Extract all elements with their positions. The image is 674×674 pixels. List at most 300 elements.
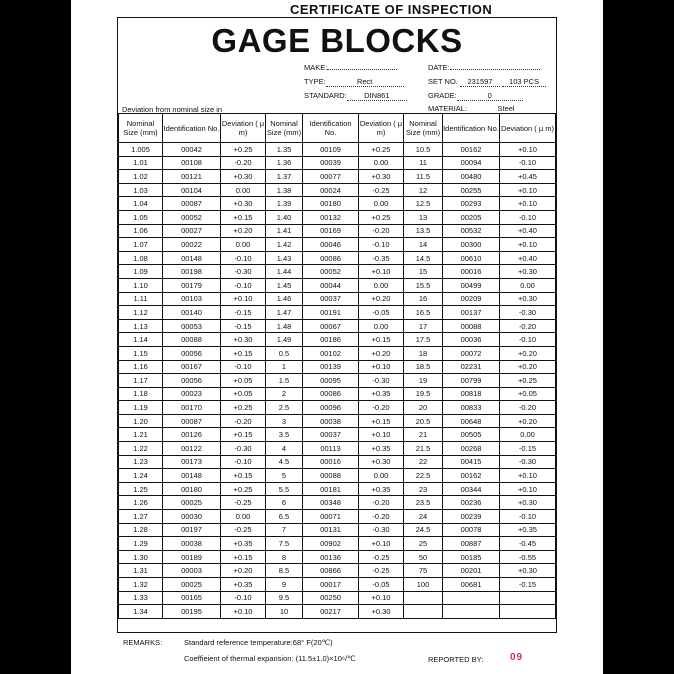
table-row <box>119 523 556 537</box>
table-row <box>119 578 556 592</box>
cell-identification-no: 00104 <box>163 183 221 197</box>
table-row <box>119 210 556 224</box>
cell-nominal-size: 1.23 <box>119 455 163 469</box>
cell-deviation: +0.05 <box>221 374 266 388</box>
table-row <box>119 564 556 578</box>
cell-nominal-size: 1.28 <box>119 523 163 537</box>
cell-identification-no: 00415 <box>443 455 500 469</box>
cell-deviation: +0.10 <box>500 482 556 496</box>
cell-identification-no: 00072 <box>443 346 500 360</box>
cell-nominal-size: 0.5 <box>266 346 303 360</box>
cell-nominal-size: 1.10 <box>119 278 163 292</box>
cell-identification-no: 00113 <box>303 442 359 456</box>
material-field: MATERIAL: Steel <box>428 104 545 114</box>
cell-identification-no: 00088 <box>303 469 359 483</box>
cell-deviation: +0.10 <box>500 469 556 483</box>
cell-identification-no: 00162 <box>443 469 500 483</box>
cell-deviation: -0.15 <box>500 442 556 456</box>
cell-identification-no: 00027 <box>163 224 221 238</box>
cell-nominal-size: 3.5 <box>266 428 303 442</box>
cell-deviation: 0.00 <box>221 238 266 252</box>
cell-deviation: +0.25 <box>359 143 404 157</box>
cell-nominal-size: 6.5 <box>266 510 303 524</box>
cell-identification-no: 00030 <box>163 510 221 524</box>
cell-identification-no: 00681 <box>443 578 500 592</box>
cell-identification-no: 00866 <box>303 564 359 578</box>
cell-identification-no: 00025 <box>163 578 221 592</box>
cell-identification-no: 00037 <box>303 292 359 306</box>
col-header-identification-no: Identification No. <box>443 114 500 143</box>
cell-identification-no: 00195 <box>163 605 221 619</box>
cell-nominal-size: 1.04 <box>119 197 163 211</box>
cell-identification-no: 00067 <box>303 319 359 333</box>
col-header-nominal-size: Nominal Size (mm) <box>119 114 163 143</box>
cell-nominal-size: 22 <box>404 455 443 469</box>
cell-deviation: -0.10 <box>221 251 266 265</box>
cell-deviation: -0.20 <box>359 224 404 238</box>
cell-deviation: -0.30 <box>359 523 404 537</box>
cell-nominal-size: 8 <box>266 550 303 564</box>
cell-deviation: +0.40 <box>500 251 556 265</box>
cell-deviation: +0.05 <box>221 387 266 401</box>
cell-nominal-size: 11.5 <box>404 170 443 184</box>
cell-nominal-size: 1.47 <box>266 306 303 320</box>
cell-nominal-size: 20 <box>404 401 443 415</box>
cell-deviation: +0.30 <box>359 170 404 184</box>
table-row <box>119 591 556 605</box>
cell-nominal-size: 12 <box>404 183 443 197</box>
cell-deviation: -0.45 <box>500 537 556 551</box>
cell-identification-no: 00610 <box>443 251 500 265</box>
cell-nominal-size: 20.5 <box>404 414 443 428</box>
cell-deviation: +0.25 <box>221 143 266 157</box>
cell-nominal-size: 1.41 <box>266 224 303 238</box>
cell-identification-no: 00086 <box>303 251 359 265</box>
cell-deviation: -0.25 <box>359 550 404 564</box>
cell-nominal-size: 1.34 <box>119 605 163 619</box>
cell-identification-no: 00148 <box>163 251 221 265</box>
cell-nominal-size: 1.03 <box>119 183 163 197</box>
table-row <box>119 156 556 170</box>
cell-nominal-size: 19 <box>404 374 443 388</box>
set-no-field: SET NO. 231597 103 PCS <box>428 77 546 87</box>
cell-nominal-size: 1.27 <box>119 510 163 524</box>
cell-deviation: +0.30 <box>500 496 556 510</box>
cell-identification-no: 00181 <box>303 482 359 496</box>
cell-nominal-size: 5 <box>266 469 303 483</box>
cell-deviation: 0.00 <box>359 278 404 292</box>
make-field: MAKE: <box>304 63 397 72</box>
cell-deviation: +0.15 <box>221 428 266 442</box>
cell-nominal-size: 1.39 <box>266 197 303 211</box>
remarks-temperature: Standard reference temperature:68° F(20℃) <box>184 638 333 647</box>
cell-nominal-size: 1.12 <box>119 306 163 320</box>
cell-nominal-size: 1.33 <box>119 591 163 605</box>
table-row <box>119 374 556 388</box>
cell-nominal-size: 100 <box>404 578 443 592</box>
cell-identification-no: 00236 <box>443 496 500 510</box>
table-row <box>119 333 556 347</box>
cell-nominal-size: 1.42 <box>266 238 303 252</box>
cell-deviation: -0.25 <box>221 496 266 510</box>
cell-nominal-size: 9 <box>266 578 303 592</box>
table-row <box>119 537 556 551</box>
cell-nominal-size: 1.29 <box>119 537 163 551</box>
reporter-signature: 09 <box>510 652 524 663</box>
table-row <box>119 238 556 252</box>
cell-identification-no: 00108 <box>163 156 221 170</box>
cell-identification-no: 00348 <box>303 496 359 510</box>
cell-nominal-size: 8.5 <box>266 564 303 578</box>
cell-deviation: 0.00 <box>359 319 404 333</box>
table-row <box>119 496 556 510</box>
table-row <box>119 143 556 157</box>
cell-deviation: -0.10 <box>221 591 266 605</box>
cell-nominal-size: 1 <box>266 360 303 374</box>
cell-identification-no: 00300 <box>443 238 500 252</box>
cell-deviation: +0.40 <box>500 224 556 238</box>
cell-deviation: +0.15 <box>221 469 266 483</box>
cell-nominal-size: 24 <box>404 510 443 524</box>
cell-deviation: -0.10 <box>221 455 266 469</box>
cell-identification-no: 00003 <box>163 564 221 578</box>
cell-identification-no: 00096 <box>303 401 359 415</box>
cell-nominal-size: 12.5 <box>404 197 443 211</box>
cell-identification-no: 00122 <box>163 442 221 456</box>
col-header-nominal-size: Nominal Size (mm) <box>404 114 443 143</box>
cell-nominal-size: 1.35 <box>266 143 303 157</box>
table-row <box>119 292 556 306</box>
cell-identification-no: 00025 <box>163 496 221 510</box>
cell-nominal-size: 1.09 <box>119 265 163 279</box>
cell-nominal-size: 10.5 <box>404 143 443 157</box>
cell-identification-no: 00799 <box>443 374 500 388</box>
cell-identification-no: 00121 <box>163 170 221 184</box>
table-row <box>119 428 556 442</box>
cell-deviation: +0.15 <box>359 414 404 428</box>
cell-nominal-size: 14.5 <box>404 251 443 265</box>
cell-identification-no: 00209 <box>443 292 500 306</box>
cell-nominal-size: 21.5 <box>404 442 443 456</box>
cell-identification-no: 00239 <box>443 510 500 524</box>
cell-nominal-size: 1.16 <box>119 360 163 374</box>
cell-deviation: +0.35 <box>359 482 404 496</box>
cell-deviation: 0.00 <box>359 469 404 483</box>
cell-nominal-size: 1.40 <box>266 210 303 224</box>
cell-deviation: +0.20 <box>500 414 556 428</box>
cell-nominal-size: 24.5 <box>404 523 443 537</box>
table-row <box>119 442 556 456</box>
cell-identification-no: 00056 <box>163 346 221 360</box>
cell-nominal-size <box>404 605 443 619</box>
cell-deviation: -0.05 <box>359 306 404 320</box>
cell-deviation: +0.35 <box>500 523 556 537</box>
cell-deviation: +0.30 <box>500 292 556 306</box>
cell-deviation: +0.20 <box>359 346 404 360</box>
table-row <box>119 306 556 320</box>
cell-identification-no: 00037 <box>303 428 359 442</box>
cell-identification-no: 00023 <box>163 387 221 401</box>
cell-identification-no: 00086 <box>303 387 359 401</box>
cell-identification-no: 00217 <box>303 605 359 619</box>
cell-identification-no <box>443 591 500 605</box>
cell-deviation: +0.15 <box>221 346 266 360</box>
cell-deviation: +0.15 <box>221 550 266 564</box>
table-row <box>119 346 556 360</box>
cell-nominal-size: 1.05 <box>119 210 163 224</box>
cell-deviation: -0.20 <box>359 401 404 415</box>
cell-identification-no: 02231 <box>443 360 500 374</box>
set-no-value: 231597 <box>460 77 500 87</box>
cell-deviation: 0.00 <box>500 278 556 292</box>
cell-nominal-size: 7 <box>266 523 303 537</box>
cell-deviation: +0.10 <box>359 265 404 279</box>
cell-nominal-size: 1.48 <box>266 319 303 333</box>
main-title: GAGE BLOCKS <box>211 22 463 59</box>
cell-nominal-size: 16 <box>404 292 443 306</box>
cell-identification-no: 00046 <box>303 238 359 252</box>
cell-identification-no: 00071 <box>303 510 359 524</box>
cell-deviation: -0.20 <box>221 156 266 170</box>
cell-deviation: -0.30 <box>221 265 266 279</box>
cell-nominal-size: 1.20 <box>119 414 163 428</box>
cell-nominal-size: 1.19 <box>119 401 163 415</box>
cell-nominal-size: 1.07 <box>119 238 163 252</box>
cell-nominal-size: 22.5 <box>404 469 443 483</box>
cell-nominal-size: 1.45 <box>266 278 303 292</box>
cell-identification-no: 00017 <box>303 578 359 592</box>
cell-identification-no: 00038 <box>303 414 359 428</box>
cell-deviation: +0.10 <box>500 238 556 252</box>
cell-identification-no: 00087 <box>163 414 221 428</box>
cell-nominal-size: 23.5 <box>404 496 443 510</box>
cell-deviation: +0.15 <box>359 333 404 347</box>
cell-identification-no: 00170 <box>163 401 221 415</box>
cell-nominal-size: 1.17 <box>119 374 163 388</box>
table-row <box>119 170 556 184</box>
cell-nominal-size: 4.5 <box>266 455 303 469</box>
cell-identification-no: 00179 <box>163 278 221 292</box>
standard-value: DIN861 <box>347 91 407 101</box>
cell-nominal-size: 1.22 <box>119 442 163 456</box>
cell-deviation: 0.00 <box>500 428 556 442</box>
cell-deviation: +0.20 <box>221 224 266 238</box>
cell-nominal-size: 1.02 <box>119 170 163 184</box>
cell-nominal-size: 1.30 <box>119 550 163 564</box>
deviation-note: Deviation from nominal size in <box>122 105 223 114</box>
cell-identification-no: 00293 <box>443 197 500 211</box>
cell-identification-no: 00088 <box>443 319 500 333</box>
cell-nominal-size: 1.15 <box>119 346 163 360</box>
cell-identification-no: 00532 <box>443 224 500 238</box>
cell-nominal-size: 19.5 <box>404 387 443 401</box>
cell-deviation: +0.30 <box>500 564 556 578</box>
cell-identification-no: 00480 <box>443 170 500 184</box>
grade-value: 0 <box>457 91 523 101</box>
cell-deviation: -0.10 <box>500 210 556 224</box>
cell-identification-no: 00148 <box>163 469 221 483</box>
cell-identification-no: 00136 <box>303 550 359 564</box>
cell-deviation: 0.00 <box>221 183 266 197</box>
cell-nominal-size: 1.43 <box>266 251 303 265</box>
cell-deviation: -0.10 <box>359 238 404 252</box>
cell-deviation: 0.00 <box>359 197 404 211</box>
cell-nominal-size: 1.36 <box>266 156 303 170</box>
cell-identification-no: 00180 <box>303 197 359 211</box>
cell-deviation: +0.10 <box>221 605 266 619</box>
cell-identification-no: 00165 <box>163 591 221 605</box>
table-header-row <box>119 114 556 143</box>
cell-deviation: +0.30 <box>221 170 266 184</box>
col-header-deviation: Deviation ( μ m) <box>500 114 556 143</box>
cell-identification-no: 00088 <box>163 333 221 347</box>
cell-identification-no: 00250 <box>303 591 359 605</box>
type-value: Rect <box>326 77 404 87</box>
table-row <box>119 455 556 469</box>
cell-deviation: +0.20 <box>500 346 556 360</box>
cell-deviation: +0.05 <box>500 387 556 401</box>
type-field: TYPE: Rect <box>304 77 404 87</box>
cell-nominal-size: 1.32 <box>119 578 163 592</box>
cell-identification-no: 00022 <box>163 238 221 252</box>
date-value <box>450 69 540 70</box>
table-row <box>119 183 556 197</box>
cell-identification-no: 00131 <box>303 523 359 537</box>
col-header-identification-no: Identification No. <box>303 114 359 143</box>
cell-identification-no <box>443 605 500 619</box>
cell-deviation: +0.10 <box>221 292 266 306</box>
cell-deviation: +0.20 <box>500 360 556 374</box>
table-row <box>119 251 556 265</box>
cell-nominal-size: 15 <box>404 265 443 279</box>
cell-nominal-size: 21 <box>404 428 443 442</box>
cell-deviation: -0.20 <box>500 401 556 415</box>
cell-nominal-size: 1.38 <box>266 183 303 197</box>
cell-identification-no: 00185 <box>443 550 500 564</box>
cell-nominal-size: 1.14 <box>119 333 163 347</box>
date-field: DATE: <box>428 63 540 72</box>
cell-deviation: -0.25 <box>359 564 404 578</box>
cell-nominal-size: 3 <box>266 414 303 428</box>
cell-deviation: -0.55 <box>500 550 556 564</box>
cell-deviation <box>500 605 556 619</box>
cell-identification-no: 00255 <box>443 183 500 197</box>
cell-deviation: -0.10 <box>500 156 556 170</box>
cell-deviation: +0.15 <box>221 210 266 224</box>
cell-nominal-size: 2.5 <box>266 401 303 415</box>
cell-identification-no: 00186 <box>303 333 359 347</box>
cell-nominal-size: 50 <box>404 550 443 564</box>
cell-deviation: +0.20 <box>359 292 404 306</box>
cell-identification-no: 00180 <box>163 482 221 496</box>
cell-nominal-size: 1.49 <box>266 333 303 347</box>
cell-nominal-size: 14 <box>404 238 443 252</box>
cell-deviation: 0.00 <box>221 510 266 524</box>
cell-nominal-size: 10 <box>266 605 303 619</box>
grade-field: GRADE: 0 <box>428 91 523 101</box>
cell-nominal-size: 1.46 <box>266 292 303 306</box>
cell-deviation: -0.10 <box>221 360 266 374</box>
cell-deviation: +0.35 <box>221 578 266 592</box>
cell-identification-no: 00189 <box>163 550 221 564</box>
cell-deviation: -0.35 <box>359 251 404 265</box>
cell-identification-no: 00139 <box>303 360 359 374</box>
cell-nominal-size: 18 <box>404 346 443 360</box>
table-row <box>119 550 556 564</box>
cell-nominal-size: 23 <box>404 482 443 496</box>
cell-deviation: +0.35 <box>359 442 404 456</box>
cell-nominal-size: 1.5 <box>266 374 303 388</box>
cell-identification-no: 00132 <box>303 210 359 224</box>
cell-identification-no: 00077 <box>303 170 359 184</box>
cell-nominal-size: 16.5 <box>404 306 443 320</box>
cell-deviation: +0.30 <box>359 455 404 469</box>
table-row <box>119 319 556 333</box>
cell-identification-no: 00078 <box>443 523 500 537</box>
cell-identification-no: 00039 <box>303 156 359 170</box>
cell-deviation: +0.25 <box>500 374 556 388</box>
cell-nominal-size: 1.24 <box>119 469 163 483</box>
cell-identification-no: 00102 <box>303 346 359 360</box>
cell-nominal-size: 9.5 <box>266 591 303 605</box>
cell-nominal-size <box>404 591 443 605</box>
cell-deviation: -0.25 <box>359 183 404 197</box>
cell-deviation: -0.10 <box>500 333 556 347</box>
cell-nominal-size: 1.01 <box>119 156 163 170</box>
cell-deviation: +0.35 <box>221 537 266 551</box>
cell-deviation: +0.30 <box>221 197 266 211</box>
cell-identification-no: 00268 <box>443 442 500 456</box>
cell-deviation: -0.15 <box>221 319 266 333</box>
cell-deviation: -0.10 <box>500 510 556 524</box>
cell-deviation: -0.30 <box>221 442 266 456</box>
cell-identification-no: 00818 <box>443 387 500 401</box>
cell-deviation: -0.30 <box>359 374 404 388</box>
cell-identification-no: 00648 <box>443 414 500 428</box>
gage-block-table <box>118 113 556 619</box>
cell-deviation: -0.15 <box>500 578 556 592</box>
cell-deviation: +0.30 <box>221 333 266 347</box>
cell-nominal-size: 1.31 <box>119 564 163 578</box>
cell-deviation: +0.25 <box>221 482 266 496</box>
cell-nominal-size: 2 <box>266 387 303 401</box>
remarks-label: REMARKS: <box>123 638 163 647</box>
cell-deviation: -0.20 <box>359 496 404 510</box>
cell-deviation: +0.25 <box>359 210 404 224</box>
table-row <box>119 387 556 401</box>
cell-identification-no: 00162 <box>443 143 500 157</box>
cell-identification-no: 00044 <box>303 278 359 292</box>
cell-nominal-size: 1.26 <box>119 496 163 510</box>
table-body <box>119 143 556 619</box>
cell-nominal-size: 1.37 <box>266 170 303 184</box>
material-value: Steel <box>467 104 545 114</box>
table-row <box>119 482 556 496</box>
cell-deviation: -0.15 <box>221 306 266 320</box>
cell-nominal-size: 13.5 <box>404 224 443 238</box>
cell-deviation: +0.30 <box>359 605 404 619</box>
cell-identification-no: 00167 <box>163 360 221 374</box>
cell-nominal-size: 1.08 <box>119 251 163 265</box>
cell-identification-no: 00095 <box>303 374 359 388</box>
cell-identification-no: 00042 <box>163 143 221 157</box>
cell-nominal-size: 13 <box>404 210 443 224</box>
cell-identification-no: 00016 <box>443 265 500 279</box>
cell-nominal-size: 1.18 <box>119 387 163 401</box>
cell-nominal-size: 75 <box>404 564 443 578</box>
cell-identification-no: 00094 <box>443 156 500 170</box>
cell-deviation: +0.10 <box>359 360 404 374</box>
